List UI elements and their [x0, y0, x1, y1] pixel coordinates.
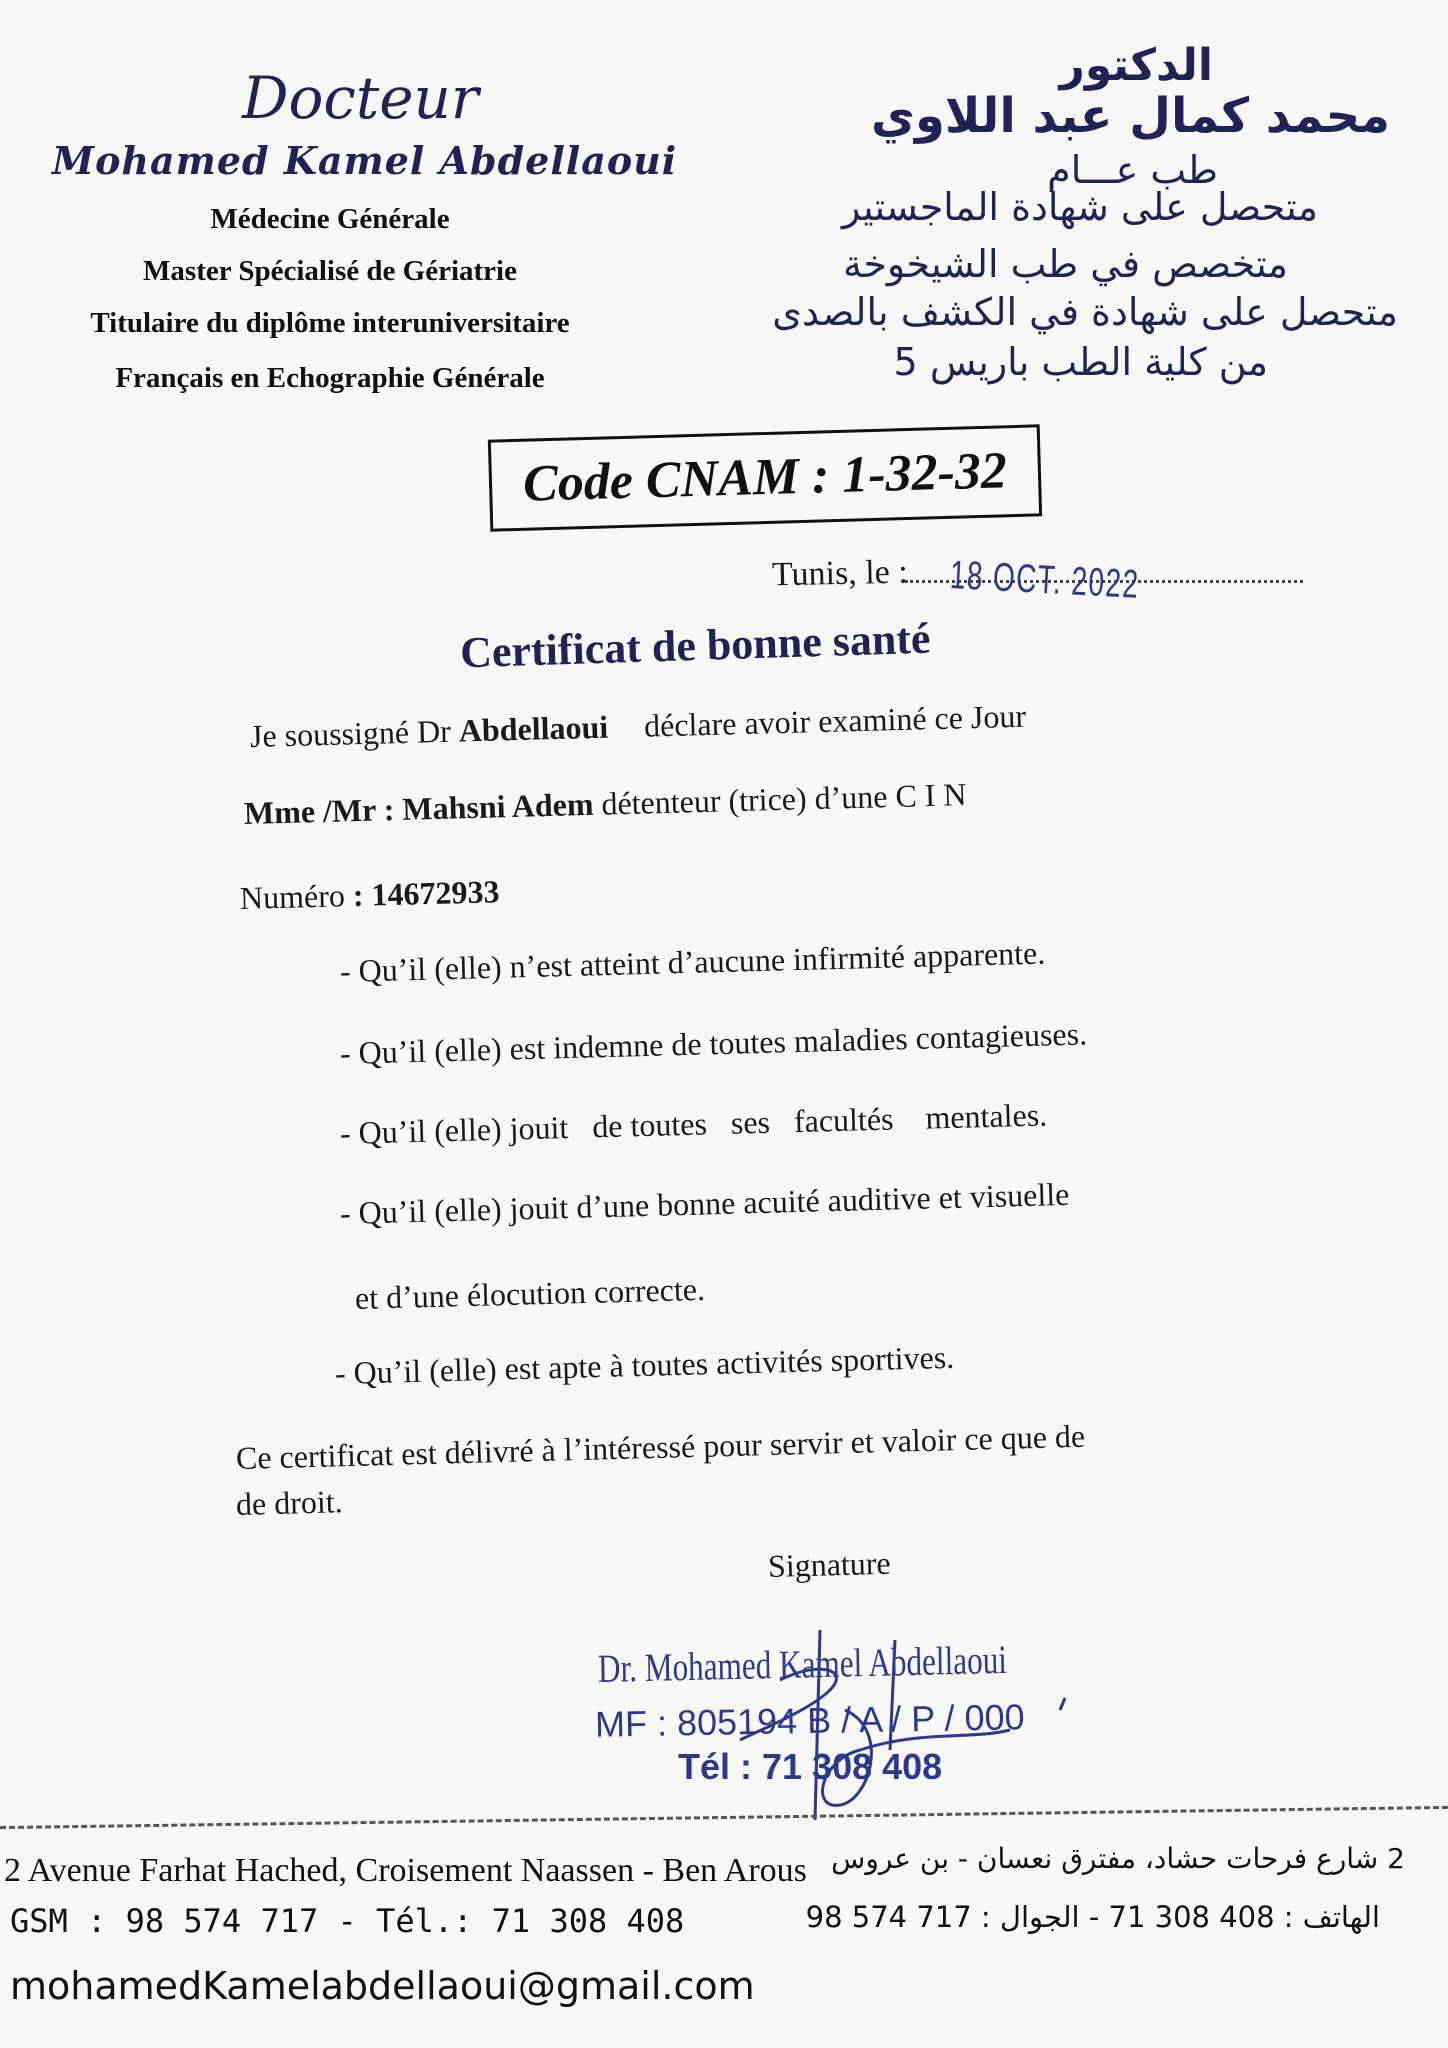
intro-suffix: déclare avoir examiné ce Jour [643, 697, 1027, 744]
doctor-surname: Abdellaoui [458, 708, 609, 749]
declaration-item: - Qu’il (elle) est indemne de toutes maladies contagieuses. [339, 1015, 1088, 1071]
closing-line: de droit. [235, 1483, 344, 1522]
doctor-title-arabic: الدكتور [1059, 40, 1213, 91]
specialty-line-arabic: من كلية الطب باريس 5 [893, 340, 1268, 384]
specialty-line: Titulaire du diplôme interuniversitaire [90, 307, 570, 339]
footer-phone: GSM : 98 574 717 - Tél.: 71 308 408 [10, 1902, 685, 1940]
patient-label: Mme /Mr : [243, 791, 395, 831]
declaration-item: - Qu’il (elle) n’est atteint d’aucune infirmité apparente. [339, 934, 1046, 989]
closing-line: Ce certificat est délivré à l’intéressé pour servir et valoir ce que de [235, 1417, 1086, 1476]
document-title: Certificat de bonne santé [459, 613, 932, 678]
stamp-mf: MF : 805194 B / A / P / 000 [594, 1696, 1025, 1745]
footer-address-arabic: 2 شارع فرحات حشاد، مفترق نعسان - بن عروس [831, 1842, 1405, 1875]
cin-number: : 14672933 [352, 873, 500, 914]
cnam-code-box [488, 424, 1042, 531]
footer-phone-arabic: الهاتف : 408 308 71 - الجوال : 717 574 98 [805, 1900, 1380, 1934]
doctor-title: Docteur [242, 64, 479, 132]
specialty-line-arabic: متحصل على شهادة في الكشف بالصدى [772, 290, 1398, 334]
intro-line [250, 698, 1027, 755]
intro-prefix: Je soussigné Dr [249, 712, 452, 754]
declaration-item: - Qu’il (elle) jouit de toutes ses facultés mentales. [339, 1096, 1048, 1151]
date-stamp: 18 OCT. 2022 [948, 553, 1141, 607]
doctor-name: Mohamed Kamel Abdellaoui [52, 138, 678, 183]
patient-suffix: détenteur (trice) d’une C I N [600, 776, 967, 822]
specialty-line: Français en Echographie Générale [115, 362, 545, 394]
date-label: Tunis, le : [771, 553, 909, 594]
declaration-item: - Qu’il (elle) est apte à toutes activités sportives. [334, 1338, 955, 1391]
cnam-code: Code CNAM : 1-32-32 [522, 442, 1008, 513]
specialty-line-arabic: متحصل على شهادة الماجستير [842, 185, 1318, 229]
footer-address: 2 Avenue Farhat Hached, Croisement Naassen - Ben Arous [4, 1852, 807, 1889]
stamp-doctor-name: Dr. Mohamed Kamel Abdellaoui [597, 1636, 1008, 1691]
specialty-line-arabic: متخصص في طب الشيخوخة [842, 242, 1288, 286]
doctor-name-arabic: محمد كمال عبد اللاوي [871, 88, 1390, 144]
footer-email[interactable]: mohamedKamelabdellaoui@gmail.com [10, 1964, 755, 2008]
patient-line [244, 776, 967, 832]
patient-name: Mahsni Adem [401, 785, 594, 827]
specialty-line: Master Spécialisé de Gériatrie [143, 255, 517, 287]
declaration-item-continuation: et d’une élocution correcte. [354, 1270, 706, 1316]
handwritten-signature [590, 1620, 1090, 1840]
cin-number-line [240, 873, 500, 917]
specialty-line: Médecine Générale [210, 203, 450, 235]
signature-label: Signature [767, 1544, 892, 1584]
number-label: Numéro [239, 877, 346, 916]
declaration-item: - Qu’il (elle) jouit d’une bonne acuité auditive et visuelle [339, 1175, 1070, 1231]
specialty-line-arabic: طب عـــام [1047, 148, 1218, 192]
stamp-tel: Tél : 71 308 408 [678, 1746, 943, 1787]
